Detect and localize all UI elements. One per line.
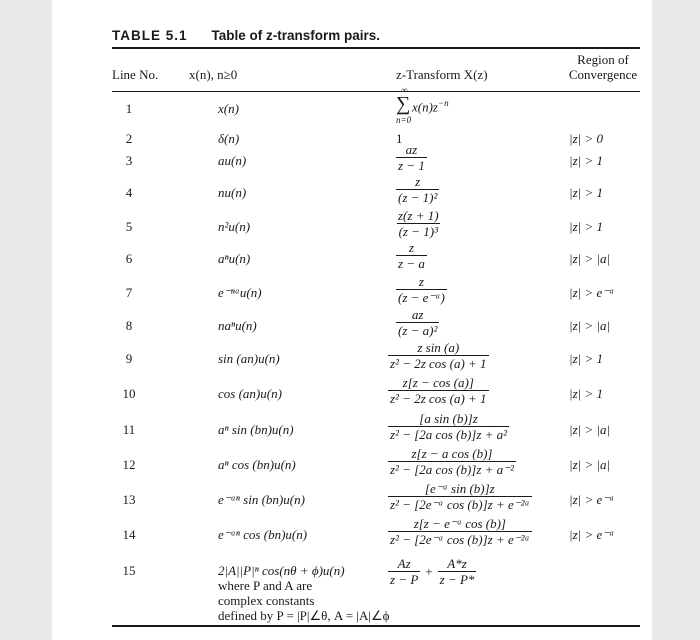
transform-fraction: $\frac{az}{z - 1}$ <box>398 142 425 173</box>
row15-line3: complex constants <box>218 593 315 608</box>
row-signal: e⁻ᵃⁿ sin (bn)u(n) <box>218 492 305 507</box>
row-roc: |z| > 1 <box>569 153 603 168</box>
row-roc: |z| > |a| <box>569 318 611 333</box>
table-title: Table of z-transform pairs. <box>211 28 381 43</box>
transform-fraction: $\frac{A*z}{z - P*}$ <box>439 556 475 587</box>
sum-upper: ∞ <box>401 85 408 95</box>
row-roc: |z| > e⁻ᵃ <box>569 492 615 507</box>
row-number: 6 <box>125 251 133 266</box>
row-roc: |z| > 1 <box>569 185 603 200</box>
sum-body: $x(n)z^{-n}$ <box>412 98 449 115</box>
row-number: 8 <box>125 318 133 333</box>
bottom-rule <box>112 625 640 627</box>
header-roc <box>562 52 644 82</box>
row-number: 1 <box>125 101 133 116</box>
row-roc: |z| > 0 <box>569 131 603 146</box>
row-transform: 1 <box>396 131 403 146</box>
header-roc-line2: Convergence <box>568 67 638 82</box>
top-rule <box>112 47 640 49</box>
row-signal: e⁻ᵃⁿ cos (bn)u(n) <box>218 527 308 542</box>
row-number: 10 <box>122 386 136 401</box>
row-signal: naⁿu(n) <box>218 318 257 333</box>
row-signal: n²u(n) <box>218 219 251 234</box>
plus-sign: + <box>425 564 433 579</box>
row-roc: |z| > 1 <box>569 351 603 366</box>
row-number: 12 <box>122 457 136 472</box>
row-signal: nu(n) <box>218 185 247 200</box>
row-signal: cos (an)u(n) <box>218 386 282 401</box>
transform-fraction: $\frac{z[z - \cos (a)]}{\text{z² − 2z cos (a) + 1}}$ <box>390 375 487 406</box>
transform-fraction: $\frac{z}{z - a}$ <box>398 240 425 271</box>
row-signal: δ(n) <box>218 131 240 146</box>
row-roc: |z| > |a| <box>569 422 611 437</box>
row-signal: sin (an)u(n) <box>218 351 280 366</box>
header-transform: z-Transform X(z) <box>396 67 488 82</box>
row-signal: aⁿu(n) <box>218 251 251 266</box>
row-signal: e⁻ⁿᵃu(n) <box>218 285 262 300</box>
row-number: 7 <box>125 285 133 300</box>
transform-fraction: $\frac{az}{\text{(z − a)²}}$ <box>398 307 438 338</box>
sum-lower: n=0 <box>396 115 412 125</box>
row-signal: aⁿ sin (bn)u(n) <box>218 422 294 437</box>
row-signal: au(n) <box>218 153 247 168</box>
row-roc: |z| > 1 <box>569 386 603 401</box>
sigma-symbol: ∑ <box>396 93 411 115</box>
row-number: 3 <box>125 153 133 168</box>
row-number: 13 <box>122 492 136 507</box>
header-rule <box>112 91 640 92</box>
header-line-no: Line No. <box>112 67 159 82</box>
transform-fraction: $\frac{\text{[e⁻ᵃ sin (b)]z}}{\text{z² − [2e⁻ᵃ cos (b)]z + e⁻²ᵃ}}$ <box>390 481 530 512</box>
table-label: TABLE 5.1 <box>112 28 188 43</box>
row-roc: |z| > |a| <box>569 251 611 266</box>
transform-fraction: $\frac{Az}{z - P}$ <box>390 556 419 587</box>
row-roc: |z| > |a| <box>569 457 611 472</box>
page <box>52 0 652 640</box>
row-number: 4 <box>125 185 133 200</box>
row-roc: |z| > e⁻ᵃ <box>569 285 615 300</box>
transform-fraction: $\frac{\text{z[z − e⁻ᵃ cos (b)]}}{\text{z² − [2e⁻ᵃ cos (b)]z + e⁻²ᵃ}}$ <box>390 516 530 547</box>
row15-line4: defined by P = |P|∠θ, A = |A|∠ϕ <box>218 608 390 623</box>
transform-fraction: $\frac{\text{z sin (a)}}{\text{z² − 2z cos (a) + 1}}$ <box>390 340 487 371</box>
row-signal: x(n) <box>218 101 239 116</box>
header-signal: x(n), n≥0 <box>189 67 238 82</box>
row15-line1: 2|A||P|ⁿ cos(nθ + ϕ)u(n) <box>218 563 345 578</box>
transform-fraction: $\frac{z}{\text{(z − 1)²}}$ <box>398 174 438 205</box>
left-margin <box>0 0 52 640</box>
right-margin <box>652 0 700 640</box>
row-number: 2 <box>125 131 133 146</box>
row-roc: |z| > 1 <box>569 219 603 234</box>
table-caption <box>112 28 380 43</box>
row15-transform <box>388 557 476 587</box>
transform-fraction: $\frac{\text{z[z − a cos (b)]}}{\text{z² − [2a cos (b)]z + a⁻²}}$ <box>390 446 514 477</box>
row-signal: aⁿ cos (bn)u(n) <box>218 457 296 472</box>
row-number: 5 <box>125 219 133 234</box>
header-roc-line1: Region of <box>577 52 629 67</box>
row15-signal <box>218 563 389 623</box>
row15-line2: where P and A are <box>218 578 313 593</box>
row-number: 11 <box>122 422 136 437</box>
transform-fraction: $\frac{\text{[a sin (b)]z}}{\text{z² − [2a cos (b)]z + a²}}$ <box>390 411 508 442</box>
row-number: 15 <box>122 563 136 578</box>
row-number: 9 <box>125 351 133 366</box>
transform-fraction: $\frac{z}{\text{(z − e⁻ᵃ)}}$ <box>398 274 445 305</box>
row-number: 14 <box>122 527 136 542</box>
row-roc: |z| > e⁻ᵃ <box>569 527 615 542</box>
transform-fraction: $\frac{z(z + 1)}{\text{(z − 1)³}}$ <box>398 208 439 239</box>
